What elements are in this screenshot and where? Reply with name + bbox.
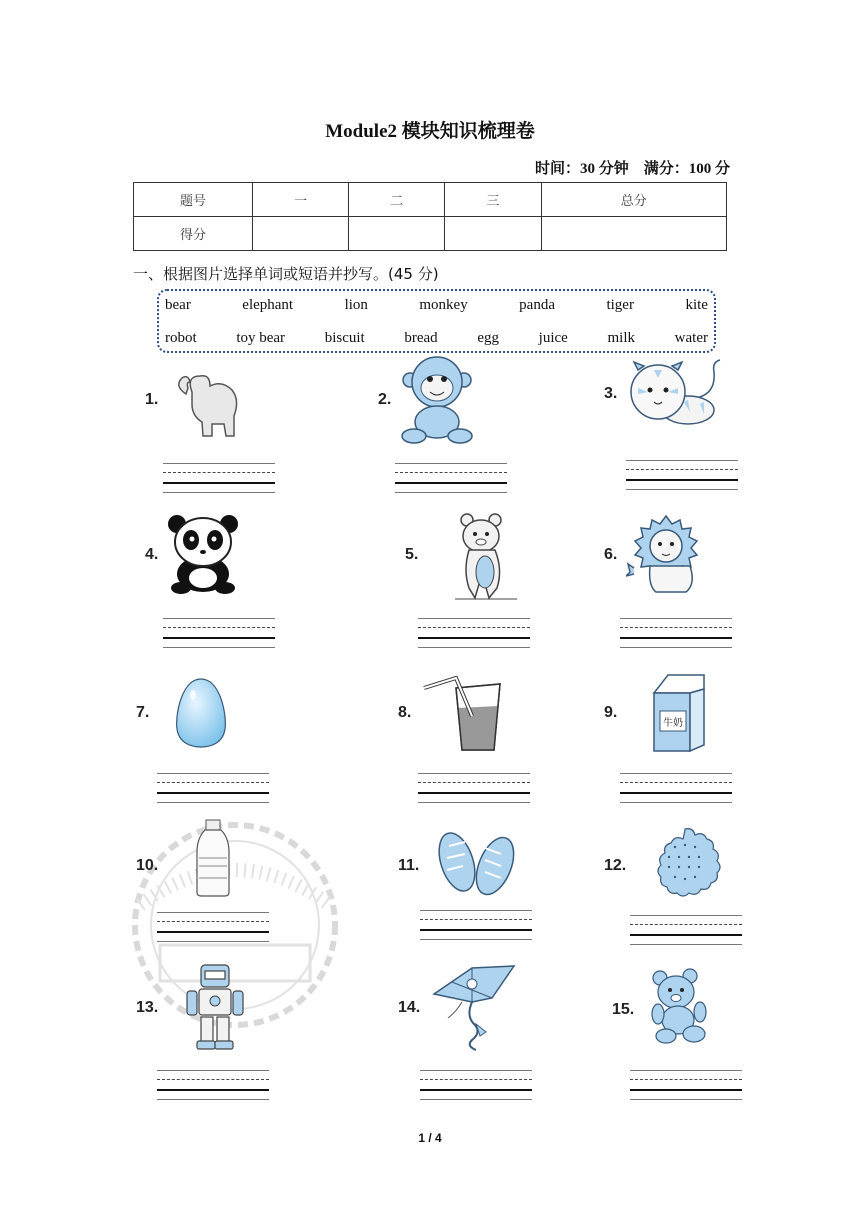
answer-lines[interactable] <box>418 618 530 648</box>
kite-icon <box>432 962 516 1052</box>
item-number: 15. <box>612 1001 635 1018</box>
elephant-icon <box>172 372 252 446</box>
item-number: 13. <box>136 999 159 1016</box>
word: juice <box>538 330 568 346</box>
robot-icon <box>185 963 245 1051</box>
score-input-cell[interactable] <box>349 217 445 251</box>
word: robot <box>165 330 197 346</box>
page-number: 1 / 4 <box>418 1131 442 1145</box>
answer-lines[interactable] <box>418 773 530 803</box>
word: bread <box>404 330 438 346</box>
egg-icon <box>173 677 229 749</box>
word: biscuit <box>324 330 365 346</box>
answer-lines[interactable] <box>157 1070 269 1100</box>
item-number: 2. <box>378 391 392 408</box>
tiger-icon <box>626 358 726 430</box>
item-number: 10. <box>136 857 159 874</box>
answer-lines[interactable] <box>163 463 275 493</box>
time-score-info: 时间：30 分钟 满分：100 分 <box>534 161 730 177</box>
answer-lines[interactable] <box>420 910 532 940</box>
water-bottle-icon <box>195 818 231 898</box>
answer-lines[interactable] <box>630 915 742 945</box>
score-input-cell[interactable] <box>253 217 349 251</box>
answer-lines[interactable] <box>157 912 269 942</box>
score-input-cell[interactable] <box>445 217 541 251</box>
item-number: 4. <box>145 546 159 563</box>
page-title: Module2 模块知识梳理卷 <box>325 121 535 142</box>
item-number: 14. <box>398 999 421 1016</box>
word: elephant <box>242 297 294 313</box>
bear-icon <box>455 512 517 600</box>
answer-lines[interactable] <box>626 460 738 490</box>
juice-icon <box>422 676 506 754</box>
word-bank-row <box>165 330 708 347</box>
item-number: 1. <box>145 391 159 408</box>
answer-lines[interactable] <box>620 618 732 648</box>
table-cell: 一 <box>253 183 349 217</box>
table-cell: 二 <box>349 183 445 217</box>
item-number: 11. <box>398 857 420 874</box>
milk-label: 牛奶 <box>663 718 683 729</box>
word: milk <box>607 330 635 346</box>
word-bank-row <box>165 297 708 314</box>
word: bear <box>165 297 191 313</box>
score-table <box>133 182 727 251</box>
item-number: 3. <box>604 385 618 402</box>
word: egg <box>477 330 500 346</box>
answer-lines[interactable] <box>395 463 507 493</box>
answer-lines[interactable] <box>620 773 732 803</box>
word: panda <box>519 297 555 313</box>
biscuit-icon <box>647 827 723 897</box>
table-cell: 题号 <box>134 183 253 217</box>
answer-lines[interactable] <box>630 1070 742 1100</box>
word: lion <box>344 297 368 313</box>
toy-bear-icon <box>650 968 712 1044</box>
bread-icon <box>435 830 519 898</box>
word-bank <box>157 289 716 353</box>
word: toy bear <box>236 330 286 346</box>
word: water <box>674 330 708 346</box>
table-cell: 得分 <box>134 217 253 251</box>
item-number: 12. <box>604 857 627 874</box>
item-number: 5. <box>405 546 419 563</box>
table-cell: 总分 <box>541 183 726 217</box>
table-row <box>134 217 727 251</box>
item-number: 7. <box>136 704 150 721</box>
panda-icon <box>167 514 239 594</box>
item-number: 6. <box>604 546 618 563</box>
item-number: 9. <box>604 704 618 721</box>
word: monkey <box>419 297 468 313</box>
item-number: 8. <box>398 704 412 721</box>
lion-icon <box>626 514 706 596</box>
table-row <box>134 183 727 217</box>
monkey-icon <box>400 352 474 446</box>
table-cell: 三 <box>445 183 541 217</box>
milk-icon <box>650 671 708 753</box>
score-input-cell[interactable] <box>541 217 726 251</box>
section-heading: 一、根据图片选择单词或短语并抄写。(45 分) <box>133 265 439 283</box>
answer-lines[interactable] <box>420 1070 532 1100</box>
answer-lines[interactable] <box>163 618 275 648</box>
word: kite <box>685 297 708 313</box>
word: tiger <box>606 297 634 313</box>
